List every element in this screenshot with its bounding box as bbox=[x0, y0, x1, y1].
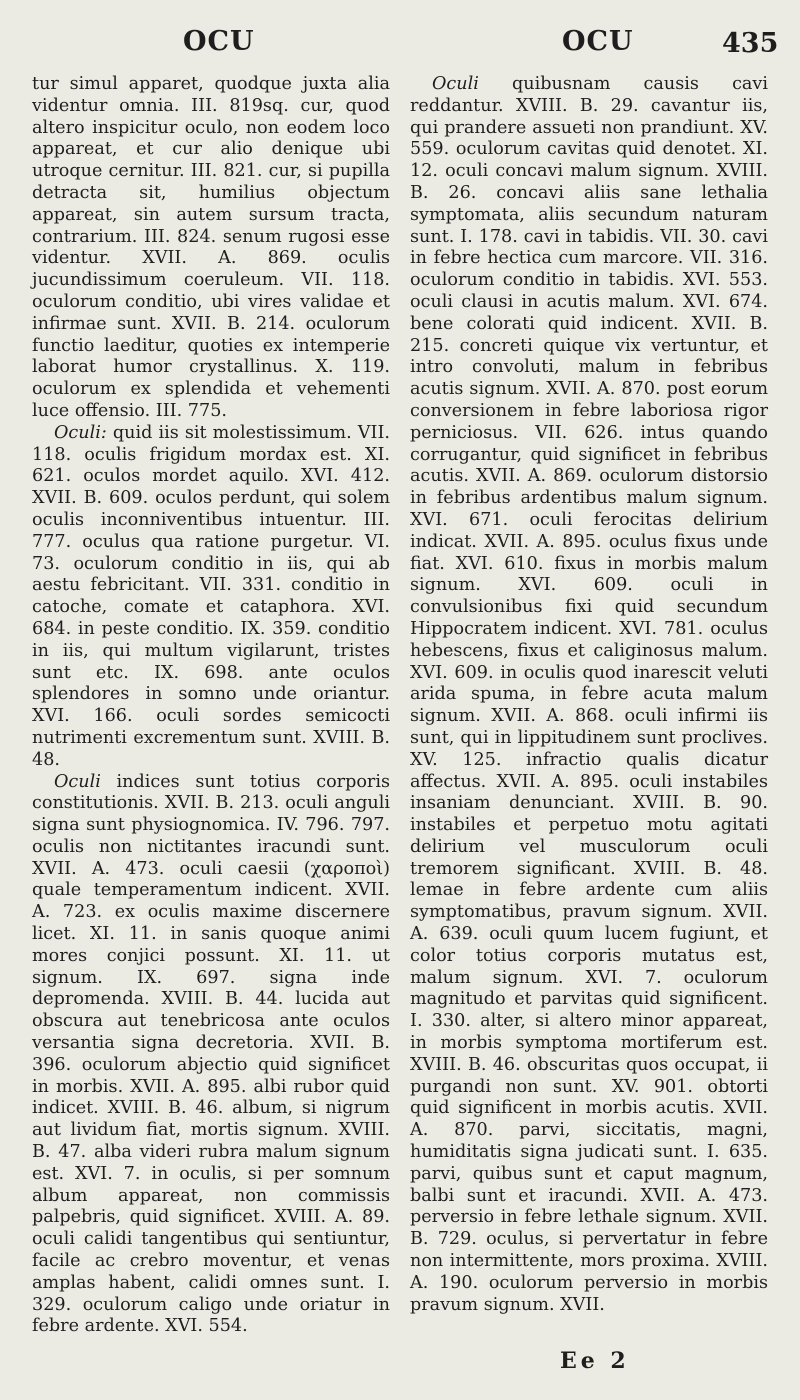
index-entry bbox=[410, 74, 768, 1316]
entry-text: tur simul apparet, quodque juxta alia videntur omnia. III. 819sq. cur, quod altero inspicitur oculo, non eodem loco appareat, et cur alio denique ubi utroque cernitur. III. 821. cur, si pupilla detracta sit, humilius objectum appareat, sin autem sursum tracta, contrarium. III. 824. senum rugosi esse videntur. XVII. A. 869. oculis jucundissimum coeruleum. VII. 118. oculorum conditio, ubi vires validae et infirmae sunt. XVII. B. 214. oculorum functio laeditur, quoties ex intemperie laborat humor crystallinus. X. 119. oculorum ex splendida et vehementi luce offensio. III. 775. bbox=[32, 74, 390, 421]
running-head-left: OCU bbox=[183, 26, 255, 57]
index-entry bbox=[32, 74, 390, 423]
entry-text: quibusnam causis cavi reddantur. XVIII. B. 29. cavantur iis, qui prandere assueti non prandiunt. XV. 559. oculorum cavitas quid denotet. XI. 12. oculi concavi malum signum. XVIII. B. 26. concavi aliis sane lethalia symptomata, aliis secundum naturam sunt. I. 178. cavi in tabidis. VII. 30. cavi in febre hectica cum marcore. VII. 316. oculorum conditio in tabidis. XVI. 553. oculi clausi in acutis malum. XVI. 674. bene colorati quid indicent. XVII. B. 215. concreti quique vix vertuntur, et intro convoluti, malum in febribus acutis signum. XVII. A. 870. post eorum conversionem in febre laboriosa rigor perniciosus. VII. 626. intus quando corrugantur, quid significet in febribus acutis. XVII. A. 869. oculorum distorsio in febribus ardentibus malum signum. XVI. 671. oculi ferocitas delirium indicat. XVII. A. 895. oculus fixus unde fiat. XVI. 610. fixus in morbis malum signum. XVI. 609. oculi in convulsionibus fixi quid secundum Hippocratem indicent. XVI. 781. oculus hebescens, fixus et caliginosus malum. XVI. 609. in oculis quod inarescit veluti arida spuma, in febre acuta malum signum. XVII. A. 868. oculi infirmi iis sunt, qui in lippitudinem sunt proclives. XV. 125. infractio qualis dicatur affectus. XVII. A. 895. oculi instabiles insaniam denunciant. XVIII. B. 90. instabiles et perpetuo motu agitati delirium vel musculorum oculi tremorem significant. XVIII. B. 48. lemae in febre ardente cum aliis symptomatibus, pravum signum. XVII. A. 639. oculi quum lucem fugiunt, et color totius corporis mutatus est, malum signum. XVI. 7. oculorum magnitudo et parvitas quid significent. I. 330. alter, si altero minor appareat, in morbis symptoma mortiferum est. XVIII. B. 46. obscuritas quos occupat, ii purgandi non sunt. XV. 901. obtorti quid significent in morbis acutis. XVII. A. 870. parvi, siccitatis, magni, humiditatis signa judicati sunt. I. 635. parvi, quibus sunt et caput magnum, balbi sunt et iracundi. XVII. A. 473. perversio in febre lethale signum. XVII. B. 729. oculus, si pervertatur in febre non intermittente, mors proxima. XVIII. A. 190. oculorum perversio in morbis pravum signum. XVII. bbox=[410, 74, 768, 1315]
entry-headword: Oculi bbox=[432, 74, 479, 94]
entry-headword: Oculi: bbox=[54, 422, 107, 443]
page-number: 435 bbox=[722, 28, 779, 59]
index-entry bbox=[32, 423, 390, 772]
running-head-right: OCU bbox=[562, 26, 634, 57]
signature-mark: Ee 2 bbox=[560, 1348, 630, 1374]
index-entry bbox=[32, 772, 390, 1339]
right-column bbox=[410, 74, 768, 1316]
entry-headword: Oculi bbox=[54, 771, 101, 792]
entry-text: indices sunt totius corporis constitutionis. XVII. B. 213. oculi anguli signa sunt physiognomica. IV. 796. 797. oculis non nictitantes iracundi sunt. XVII. A. 473. oculi caesii (χαροποὶ) quale temperamentum indicent. XVII. A. 723. ex oculis maxime discernere licet. XI. 11. in sanis quoque animi mores conjici possunt. XI. 11. ut signum. IX. 697. signa inde depromenda. XVIII. B. 44. lucida aut obscura aut tenebricosa ante oculos versantia signa decretoria. XVII. B. 396. oculorum abjectio quid significet in morbis. XVII. A. 895. albi rubor quid indicet. XVIII. B. 46. album, si nigrum aut lividum fiat, mortis signum. XVIII. B. 47. alba videri rubra malum signum est. XVI. 7. in oculis, si per somnum album appareat, non commissis palpebris, quid significet. XVIII. A. 89. oculi calidi tangentibus qui sentiuntur, facile ac crebro moventur, et venas amplas habent, calidi omnes sunt. I. 329. oculorum caligo unde oriatur in febre ardente. XVI. 554. bbox=[32, 771, 390, 1337]
entry-text: quid iis sit molestissimum. VII. 118. oculis frigidum mordax est. XI. 621. oculos mordet aquilo. XVI. 412. XVII. B. 609. oculos perdunt, qui solem oculis inconniventibus intuentur. III. 777. oculus qua ratione purgetur. VI. 73. oculorum conditio in iis, qui ab aestu febricitant. VII. 331. conditio in catoche, comate et cataphora. XVI. 684. in peste conditio. IX. 359. conditio in iis, qui multum vigilarunt, tristes sunt etc. IX. 698. ante oculos splendores in somno unde oriantur. XVI. 166. oculi sordes semicocti nutrimenti excrementum sunt. XVIII. B. 48. bbox=[32, 422, 390, 770]
left-column bbox=[32, 74, 390, 1338]
